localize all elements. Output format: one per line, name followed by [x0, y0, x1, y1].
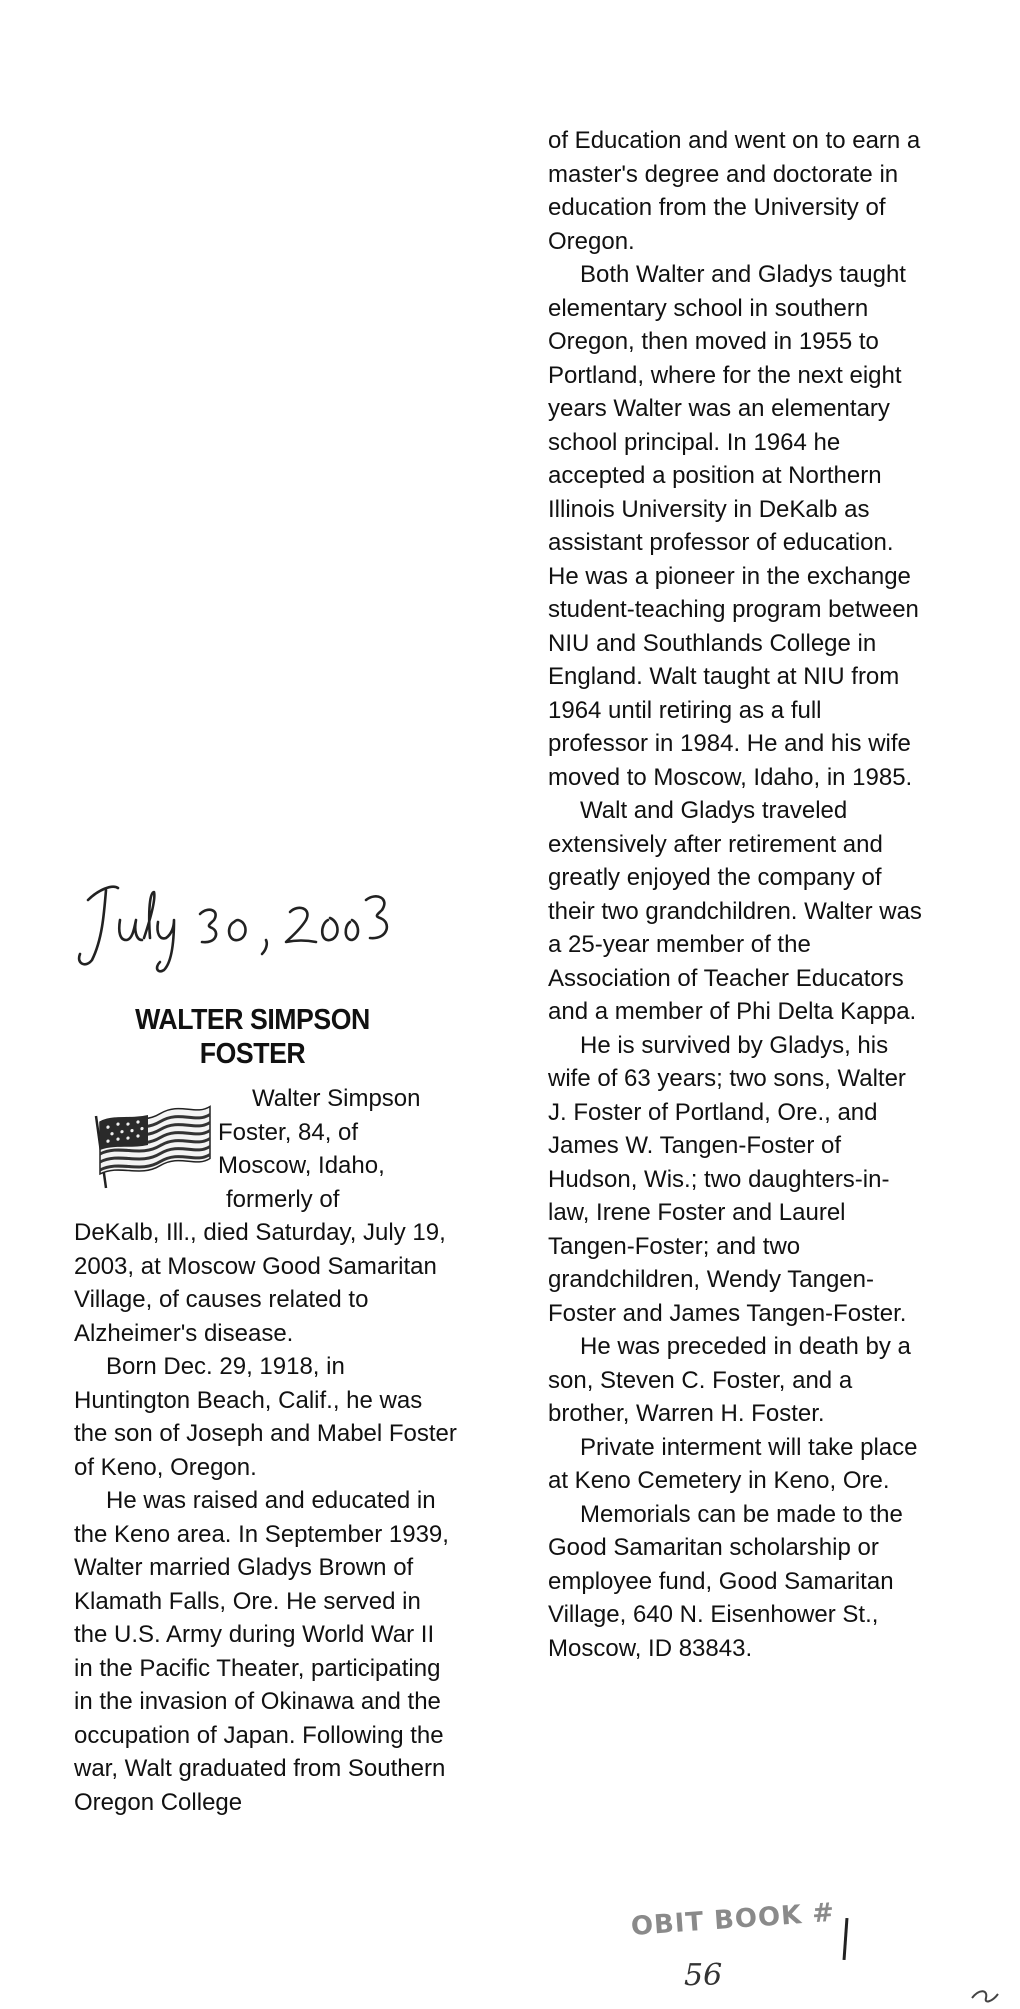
paragraph: Memorials can be made to the Good Samaritan scholarship or employee fund, Good Samaritan Village, 640 N. Eisenhower St., Moscow, ID 83843. — [548, 1500, 903, 1662]
american-flag-icon — [82, 1090, 212, 1190]
obituary-headline — [94, 1003, 411, 1071]
stamp-mark — [843, 1918, 849, 1960]
paragraph: Both Walter and Gladys taught elementary school in southern Oregon, then moved in 1955 to Portland, where for the next eight years Walter was an elementary school principal. In 1964 he accepted a position at Northern Illinois University in DeKalb as assistant professor of education. He was a pioneer in the exchange student-teaching program between NIU and Southlands College in England. Walt taught at NIU from 1964 until retiring as a full professor in 1984. He and his wife moved to Moscow, Idaho, in 1985. — [548, 261, 919, 791]
headline-line-2: FOSTER — [199, 1038, 306, 1070]
headline-line-1: WALTER SIMPSON — [135, 1004, 370, 1036]
lead-line: formerly of — [226, 1185, 340, 1213]
lead-line: Foster, 84, of — [218, 1118, 359, 1146]
obit-book-stamp — [630, 1897, 860, 2006]
lead-rest: DeKalb, Ill., died Saturday, July 19, 2003, at Moscow Good Samaritan Village, of causes related to Alzheimer's disease. — [74, 1219, 446, 1347]
stamp-number: 56 — [684, 1958, 723, 1993]
paragraph: Walt and Gladys traveled extensively after retirement and greatly enjoyed the company of their two grandchildren. Walter was a 25-year member of the Association of Teacher Educators and a member of Phi Delta Kappa. — [548, 797, 922, 1025]
lead-line: Walter Simpson — [252, 1085, 421, 1112]
right-column — [548, 124, 928, 1665]
paragraph: He is survived by Gladys, his wife of 63 years; two sons, Walter J. Foster of Portland, Ore., and James W. Tangen-Foster of Hudson, Wis.; two daughters-in-law, Irene Foster and Laurel Tangen-Foster; and two grandchildren, Wendy Tangen-Foster and James Tangen-Foster. — [548, 1031, 907, 1327]
paragraph: He was raised and educated in the Keno area. In September 1939, Walter married Gladys Brown of Klamath Falls, Ore. He served in the U.S. Army during World War II in the Pacific Theater, participating in the invasion of Okinawa and the occupation of Japan. Following the war, Walt graduated from Southern Oregon College — [74, 1487, 449, 1816]
paragraph: Born Dec. 29, 1918, in Huntington Beach, Calif., he was the son of Joseph and Mabel Foster of Keno, Oregon. — [74, 1353, 457, 1481]
pen-mark-icon — [966, 1968, 1006, 2008]
paragraph: Private interment will take place at Keno Cemetery in Keno, Ore. — [548, 1433, 918, 1494]
left-column — [74, 1350, 459, 1819]
lead-line: Moscow, Idaho, — [218, 1152, 385, 1179]
stamp-label: OBIT BOOK # — [630, 1897, 836, 1942]
paragraph: He was preceded in death by a son, Steven C. Foster, and a brother, Warren H. Foster. — [548, 1333, 911, 1427]
paragraph-continuation: of Education and went on to earn a master's degree and doctorate in education from the University of Oregon. — [548, 127, 921, 255]
handwritten-date — [68, 870, 428, 980]
